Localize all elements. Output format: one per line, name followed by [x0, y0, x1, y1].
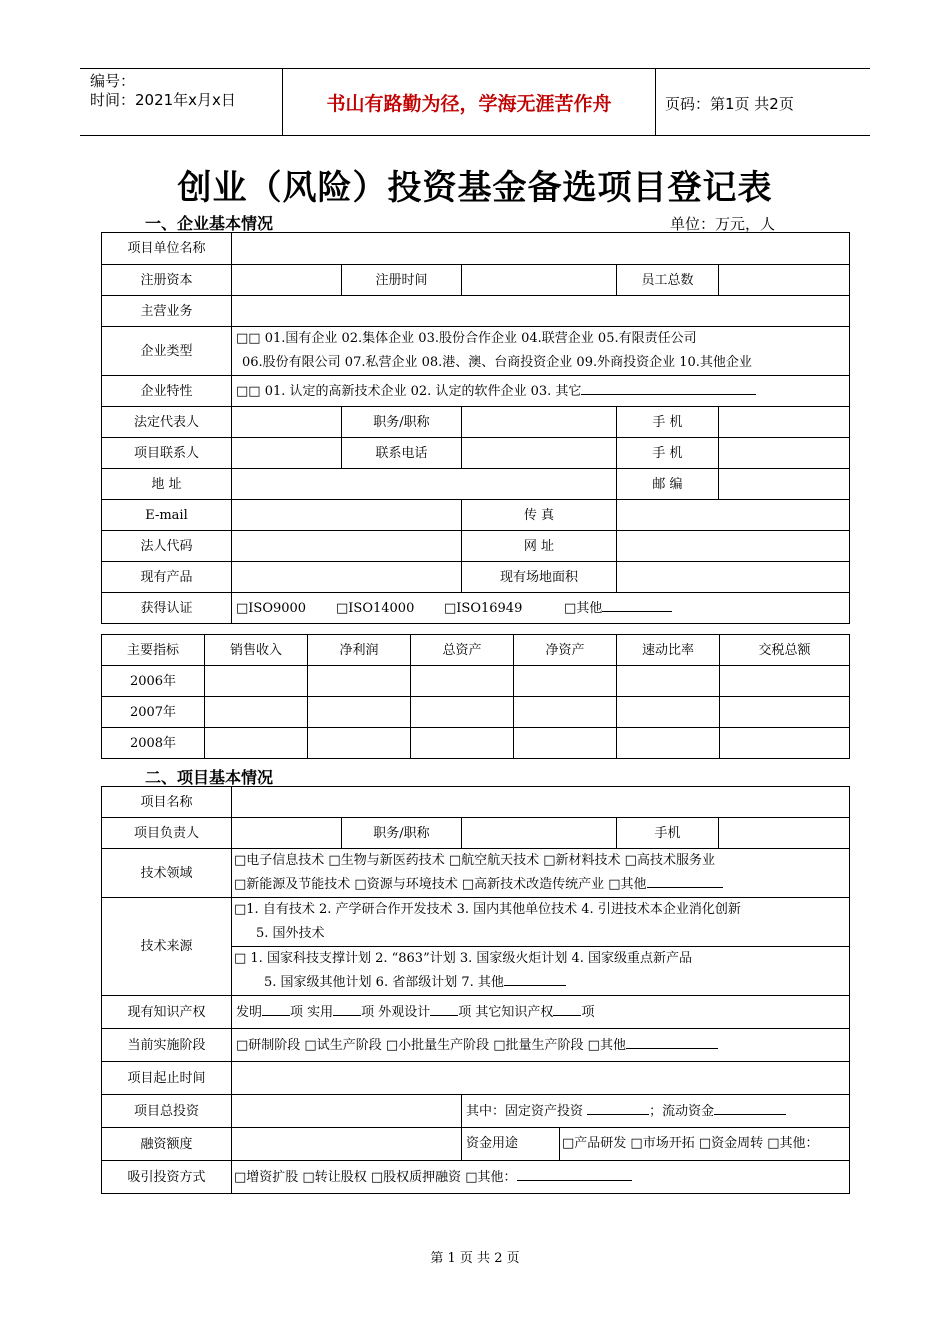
- indicator-header-cell: 速动比率: [617, 635, 720, 666]
- unit-label: 单位：万元，人: [670, 215, 776, 233]
- enterprise-type-line2: 06.股份有限公司 07.私营企业 08.港、澳、台商投资企业 09.外商投资企业 10.其他企业: [242, 355, 752, 370]
- label-project-leader: 项目负责人: [102, 818, 232, 849]
- indicator-cell[interactable]: [411, 666, 514, 697]
- form-title: 创业（风险）投资基金备选项目登记表: [177, 168, 773, 208]
- fund-use-options[interactable]: □产品研发 □市场开拓 □资金周转 □其他：: [562, 1136, 819, 1151]
- field-postcode[interactable]: [719, 469, 850, 500]
- field-project-name[interactable]: [232, 787, 850, 818]
- label-tech-source: 技术来源: [102, 898, 232, 996]
- field-current-area[interactable]: [617, 562, 850, 593]
- indicator-cell[interactable]: [514, 697, 617, 728]
- fund-use-cell[interactable]: [462, 1128, 850, 1161]
- indicator-cell[interactable]: [411, 697, 514, 728]
- indicator-cell[interactable]: [308, 728, 411, 759]
- invest-method-other-blank[interactable]: [517, 1168, 632, 1181]
- section1-heading: 一、企业基本情况: [145, 214, 274, 233]
- header-motto: 书山有路勤为径，学海无涯苦作舟: [326, 93, 612, 115]
- field-leader-mobile[interactable]: [719, 818, 850, 849]
- label-enterprise-feature: 企业特性: [102, 376, 232, 407]
- indicator-cell[interactable]: [205, 666, 308, 697]
- field-project-contact[interactable]: [232, 438, 342, 469]
- ip-other-label: 项 其它知识产权: [458, 1005, 554, 1020]
- indicator-header-cell: 主要指标: [102, 635, 205, 666]
- doc-code-label: 编号：: [90, 72, 136, 90]
- indicator-cell[interactable]: [617, 728, 720, 759]
- tech-source-options-a[interactable]: [232, 898, 850, 947]
- working-capital-label: ；流动资金: [649, 1104, 715, 1119]
- enterprise-feature-text: □□ 01. 认定的高新技术企业 02. 认定的软件企业 03. 其它: [236, 384, 582, 399]
- fixed-asset-blank[interactable]: [587, 1102, 649, 1115]
- field-registration-time[interactable]: [462, 265, 617, 296]
- table-row: [102, 728, 850, 759]
- field-website[interactable]: [617, 531, 850, 562]
- field-contact-phone[interactable]: [462, 438, 617, 469]
- tech-field-line2: □新能源及节能技术 □资源与环境技术 □高新技术改造传统产业 □其他: [234, 877, 647, 892]
- indicator-year-label: 2006年: [102, 666, 205, 697]
- label-fax: 传 真: [462, 500, 617, 531]
- financial-indicators-table: [101, 634, 850, 759]
- label-tech-field: 技术领域: [102, 849, 232, 898]
- indicator-cell[interactable]: [205, 728, 308, 759]
- table-row: [102, 697, 850, 728]
- field-registered-capital[interactable]: [232, 265, 342, 296]
- field-leader-position[interactable]: [462, 818, 617, 849]
- indicator-header-cell: 销售收入: [205, 635, 308, 666]
- label-postcode: 邮 编: [617, 469, 719, 500]
- label-period: 项目起止时间: [102, 1062, 232, 1095]
- stage-other-blank[interactable]: [626, 1036, 718, 1049]
- label-address: 地 址: [102, 469, 232, 500]
- tech-source-options-b[interactable]: [232, 947, 850, 996]
- label-ip: 现有知识产权: [102, 996, 232, 1029]
- indicator-header-cell: 交税总额: [720, 635, 850, 666]
- page-footer: 第 1 页 共 2 页: [430, 1251, 520, 1266]
- indicator-cell[interactable]: [617, 697, 720, 728]
- field-current-products[interactable]: [232, 562, 462, 593]
- page-number-label: 页码：第1页 共2页: [665, 95, 794, 113]
- label-financing: 融资额度: [102, 1128, 232, 1161]
- tech-source-b-line2: 5. 国家级其他计划 6. 省部级计划 7. 其他: [264, 975, 504, 990]
- label-contact-phone: 联系电话: [342, 438, 462, 469]
- field-legal-code[interactable]: [232, 531, 462, 562]
- cert-other-blank[interactable]: [602, 599, 672, 612]
- label-position-title: 职务/职称: [342, 407, 462, 438]
- ip-design-blank[interactable]: [430, 1003, 458, 1016]
- cert-other-checkbox[interactable]: □其他: [564, 601, 603, 616]
- field-legal-rep[interactable]: [232, 407, 342, 438]
- indicator-header-cell: 净资产: [514, 635, 617, 666]
- project-info-table: [101, 786, 850, 1194]
- cert-iso16949-checkbox[interactable]: □ISO16949: [444, 601, 523, 616]
- tech-source-a-line1: □1. 自有技术 2. 产学研合作开发技术 3. 国内其他单位技术 4. 引进技术本企业消化创新: [234, 902, 741, 917]
- field-mobile-2[interactable]: [719, 438, 850, 469]
- label-main-business: 主营业务: [102, 296, 232, 327]
- indicator-cell[interactable]: [514, 666, 617, 697]
- certification-options[interactable]: [232, 593, 850, 624]
- stage-options[interactable]: [232, 1029, 850, 1062]
- field-email[interactable]: [232, 500, 462, 531]
- ip-utility-blank[interactable]: [333, 1003, 361, 1016]
- ip-other-blank[interactable]: [553, 1003, 581, 1016]
- field-project-leader[interactable]: [232, 818, 342, 849]
- enterprise-feature-options[interactable]: [232, 376, 850, 407]
- label-registration-time: 注册时间: [342, 265, 462, 296]
- enterprise-grid: [101, 232, 850, 624]
- ip-invention-blank[interactable]: [262, 1003, 290, 1016]
- tech-field-other-blank[interactable]: [647, 875, 723, 888]
- indicator-cell[interactable]: [720, 728, 850, 759]
- cert-iso9000-checkbox[interactable]: □ISO9000: [236, 601, 307, 616]
- label-legal-rep: 法定代表人: [102, 407, 232, 438]
- section2-heading: 二、项目基本情况: [145, 768, 274, 787]
- field-main-business[interactable]: [232, 296, 850, 327]
- working-capital-blank[interactable]: [714, 1102, 786, 1115]
- enterprise-feature-other-blank[interactable]: [581, 382, 756, 395]
- ip-utility-label: 项 实用: [290, 1005, 334, 1020]
- fund-use-label: 资金用途: [462, 1128, 560, 1160]
- label-registered-capital: 注册资本: [102, 265, 232, 296]
- fixed-asset-label: 其中：固定资产投资: [466, 1104, 584, 1119]
- field-project-unit-name[interactable]: [232, 233, 850, 265]
- indicator-cell[interactable]: [308, 666, 411, 697]
- header-divider: [655, 69, 656, 135]
- header-meta: [90, 72, 236, 110]
- field-mobile[interactable]: [719, 407, 850, 438]
- indicator-header-cell: 总资产: [411, 635, 514, 666]
- indicator-year-label: 2008年: [102, 728, 205, 759]
- label-invest-method: 吸引投资方式: [102, 1161, 232, 1194]
- label-enterprise-type: 企业类型: [102, 327, 232, 376]
- label-project-unit-name: 项目单位名称: [102, 233, 232, 265]
- label-leader-position: 职务/职称: [342, 818, 462, 849]
- indicator-cell[interactable]: [720, 697, 850, 728]
- label-current-area: 现有场地面积: [462, 562, 617, 593]
- label-mobile-2: 手 机: [617, 438, 719, 469]
- table-row: [102, 666, 850, 697]
- label-project-contact: 项目联系人: [102, 438, 232, 469]
- field-position-title[interactable]: [462, 407, 617, 438]
- indicator-cell[interactable]: [308, 697, 411, 728]
- doc-time-label: 时间：2021年x月x日: [90, 91, 236, 109]
- label-current-products: 现有产品: [102, 562, 232, 593]
- ip-unit-label: 项: [581, 1005, 595, 1020]
- tech-field-options[interactable]: [232, 849, 850, 898]
- page-header: [80, 68, 870, 136]
- enterprise-type-line1: □□ 01.国有企业 02.集体企业 03.股份合作企业 04.联营企业 05.有限责任公司: [236, 331, 697, 346]
- field-fax[interactable]: [617, 500, 850, 531]
- label-total-investment: 项目总投资: [102, 1095, 232, 1128]
- stage-text: □研制阶段 □试生产阶段 □小批量生产阶段 □批量生产阶段 □其他: [236, 1038, 626, 1053]
- indicator-header-cell: 净利润: [308, 635, 411, 666]
- label-legal-code: 法人代码: [102, 531, 232, 562]
- label-stage: 当前实施阶段: [102, 1029, 232, 1062]
- ip-design-label: 项 外观设计: [361, 1005, 431, 1020]
- ip-invention-label: 发明: [236, 1005, 263, 1020]
- indicator-cell[interactable]: [205, 697, 308, 728]
- enterprise-type-options[interactable]: [232, 327, 850, 376]
- invest-method-options[interactable]: [232, 1161, 850, 1194]
- indicator-cell[interactable]: [514, 728, 617, 759]
- indicator-year-label: 2007年: [102, 697, 205, 728]
- invest-method-text: □增资扩股 □转让股权 □股权质押融资 □其他：: [234, 1170, 517, 1185]
- tech-source-other-blank[interactable]: [504, 973, 566, 986]
- tech-field-line1: □电子信息技术 □生物与新医药技术 □航空航天技术 □新材料技术 □高技术服务业: [234, 853, 715, 868]
- indicator-cell[interactable]: [411, 728, 514, 759]
- field-financing[interactable]: [232, 1128, 462, 1161]
- indicators-header-row: [102, 635, 850, 666]
- label-leader-mobile: 手机: [617, 818, 719, 849]
- field-total-investment[interactable]: [232, 1095, 462, 1128]
- field-staff-total[interactable]: [719, 265, 850, 296]
- label-project-name: 项目名称: [102, 787, 232, 818]
- ip-fields[interactable]: [232, 996, 850, 1029]
- label-staff-total: 员工总数: [617, 265, 719, 296]
- label-mobile: 手 机: [617, 407, 719, 438]
- tech-source-b-line1: □ 1. 国家科技支撑计划 2. “863”计划 3. 国家级火炬计划 4. 国家级重点新产品: [234, 951, 693, 966]
- investment-detail[interactable]: [462, 1095, 850, 1128]
- label-certification: 获得认证: [102, 593, 232, 624]
- indicator-cell[interactable]: [720, 666, 850, 697]
- field-address[interactable]: [232, 469, 617, 500]
- tech-source-a-line2: 5. 国外技术: [256, 926, 325, 941]
- cert-iso14000-checkbox[interactable]: □ISO14000: [336, 601, 415, 616]
- label-email: E-mail: [102, 500, 232, 531]
- label-website: 网 址: [462, 531, 617, 562]
- field-period[interactable]: [232, 1062, 850, 1095]
- indicator-cell[interactable]: [617, 666, 720, 697]
